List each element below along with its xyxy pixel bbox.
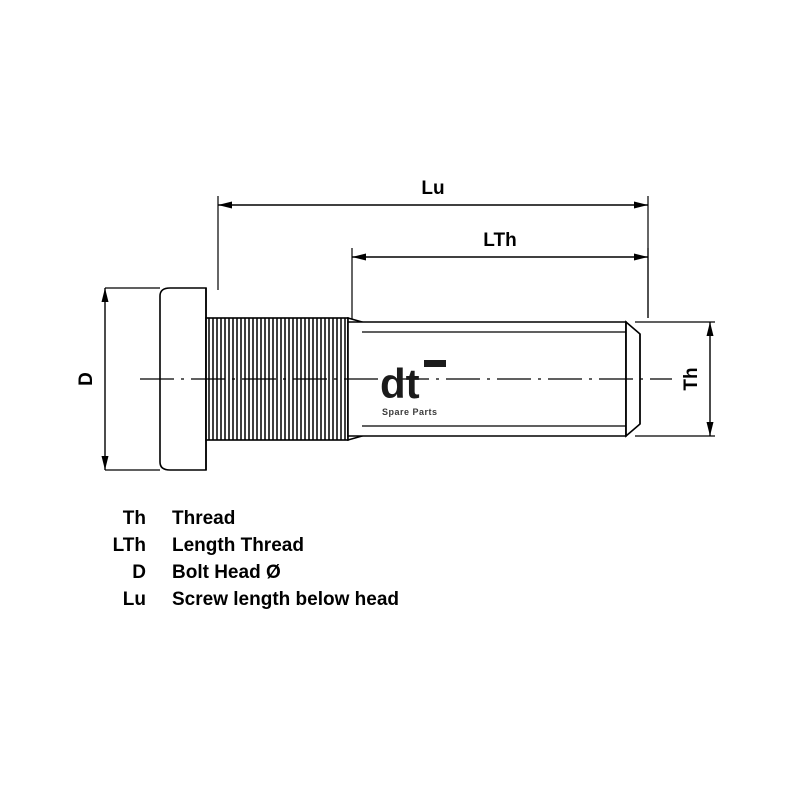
legend-key: Th	[122, 508, 146, 529]
legend	[100, 508, 620, 616]
logo-letters: dt	[380, 360, 420, 407]
legend-row	[100, 589, 620, 616]
dimension-label-lu: Lu	[421, 178, 445, 199]
legend-value: Length Thread	[172, 535, 304, 556]
legend-value: Thread	[172, 508, 236, 529]
logo-accent-bar	[424, 360, 446, 367]
legend-value: Screw length below head	[172, 589, 399, 610]
legend-key: D	[132, 562, 146, 583]
logo-tagline: Spare Parts	[382, 407, 438, 417]
dimension-label-d: D	[76, 372, 97, 386]
dimension-label-th: Th	[681, 367, 702, 391]
dimension-label-lth: LTh	[483, 230, 517, 251]
dimension-lth	[352, 230, 648, 322]
legend-key: LTh	[112, 535, 146, 556]
dimension-th	[635, 322, 715, 436]
legend-key: Lu	[122, 589, 146, 610]
dimension-lu	[218, 178, 648, 318]
legend-row	[100, 535, 620, 562]
legend-value: Bolt Head Ø	[172, 562, 281, 583]
legend-row	[100, 562, 620, 589]
legend-row	[100, 508, 620, 535]
